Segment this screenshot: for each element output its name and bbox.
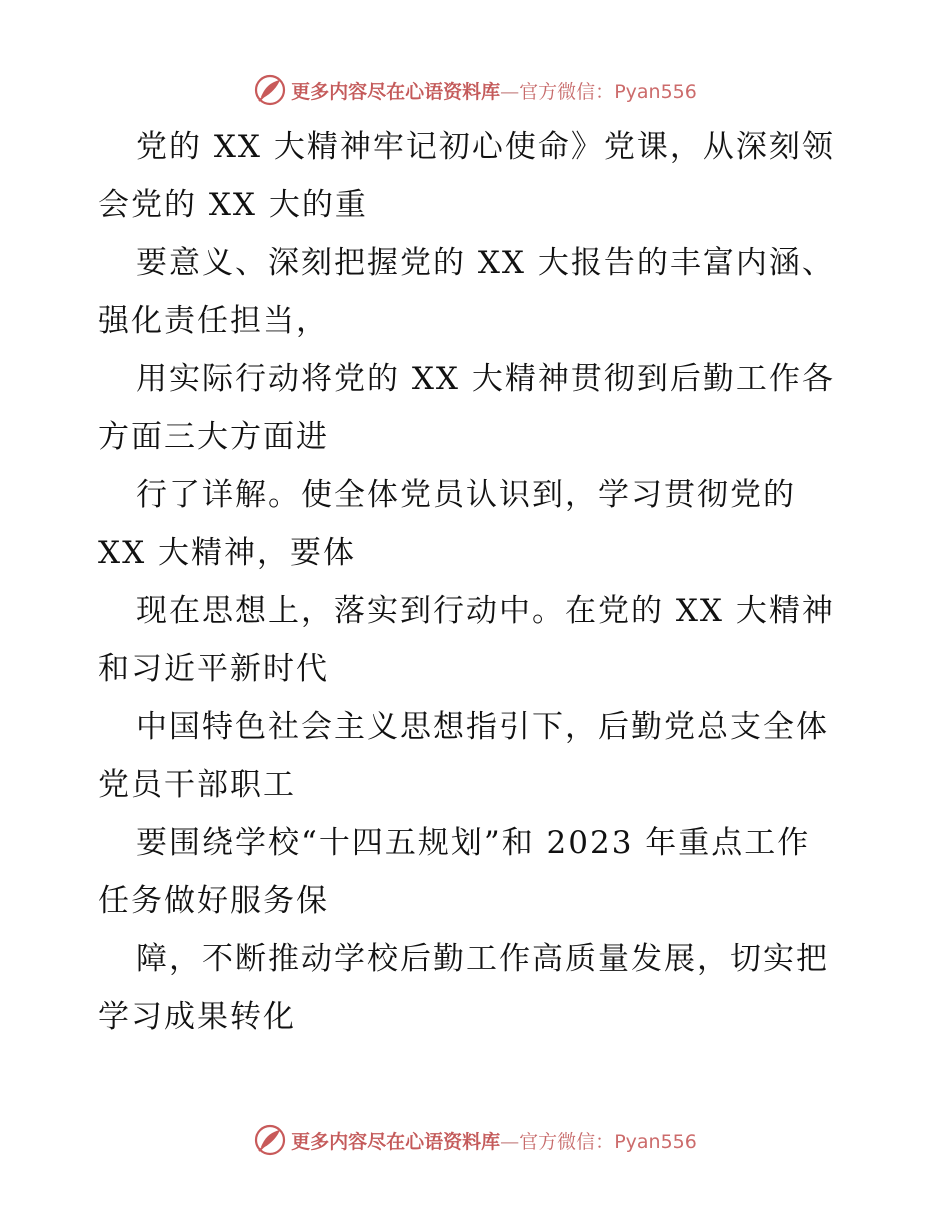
paragraph-line: 要意义、深刻把握党的 XX 大报告的丰富内涵、 [136,245,835,281]
document-body [98,118,868,1046]
paragraph-line: XX 大精神，要体 [98,535,356,571]
paragraph-line: 行了详解。使全体党员认识到，学习贯彻党的 [136,477,796,513]
watermark-sub-text: 官方微信： [519,80,615,103]
pen-nib-circle-icon [253,1123,287,1157]
watermark-main-text: 更多内容尽在心语资料库 [291,1130,501,1153]
paragraph-line: 障，不断推动学校后勤工作高质量发展，切实把 [136,941,829,977]
watermark-dash: — [500,80,520,103]
paragraph-line: 现在思想上，落实到行动中。在党的 XX 大精神 [136,593,835,629]
paragraph-line: 要围绕学校“十四五规划”和 2023 年重点工作 [136,825,811,861]
watermark-wechat-id: Pyan556 [614,80,697,103]
header-watermark [0,70,950,110]
paragraph-line: 强化责任担当， [98,303,329,339]
footer-watermark [0,1120,950,1160]
watermark-sub-text: 官方微信： [519,1130,615,1153]
watermark-dash: — [500,1130,520,1153]
paragraph-line: 方面三大方面进 [98,419,329,455]
paragraph-line: 用实际行动将党的 XX 大精神贯彻到后勤工作各 [136,361,835,397]
paragraph-line: 党员干部职工 [98,767,296,803]
paragraph-line: 学习成果转化 [98,999,296,1035]
paragraph-line: 中国特色社会主义思想指引下，后勤党总支全体 [136,709,829,745]
pen-nib-circle-icon [253,73,287,107]
watermark-wechat-id: Pyan556 [614,1130,697,1153]
paragraph-line: 和习近平新时代 [98,651,329,687]
watermark-main-text: 更多内容尽在心语资料库 [291,80,501,103]
paragraph-line: 任务做好服务保 [98,883,329,919]
paragraph-line: 党的 XX 大精神牢记初心使命》党课，从深刻领 [136,129,835,165]
paragraph-line: 会党的 XX 大的重 [98,187,368,223]
